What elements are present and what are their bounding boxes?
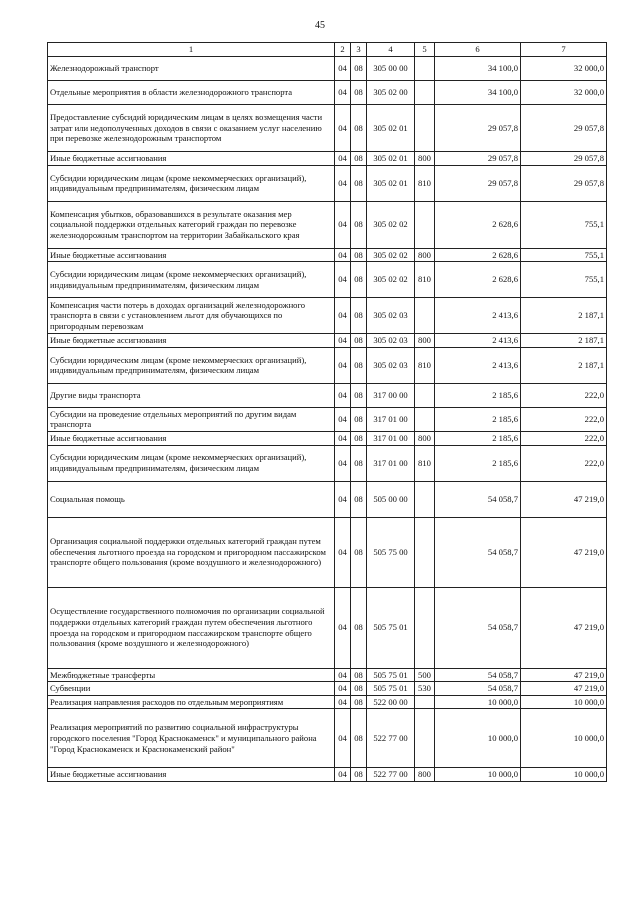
section-code-cell: 04 xyxy=(335,768,351,782)
expense-type-code-cell: 800 xyxy=(415,152,435,166)
amount-year-1-cell: 2 413,6 xyxy=(435,298,521,334)
amount-year-2-cell: 47 219,0 xyxy=(521,481,607,517)
amount-year-1-cell: 10 000,0 xyxy=(435,709,521,768)
table-row xyxy=(48,383,607,407)
subsection-code-cell: 08 xyxy=(351,248,367,262)
amount-year-2-cell: 10 000,0 xyxy=(521,768,607,782)
target-article-code-cell: 305 02 03 xyxy=(367,334,415,348)
row-name-cell: Реализация мероприятий по развитию социальной инфраструктуры городского поселения "Город Краснокаменск" и муниципального района "Город Краснокаменск и Краснокаменский район" xyxy=(48,709,335,768)
expense-type-code-cell xyxy=(415,298,435,334)
target-article-code-cell: 305 00 00 xyxy=(367,57,415,81)
target-article-code-cell: 317 00 00 xyxy=(367,383,415,407)
table-row xyxy=(48,587,607,668)
amount-year-1-cell: 2 413,6 xyxy=(435,347,521,383)
table-header-row xyxy=(48,43,607,57)
table-row xyxy=(48,81,607,105)
expense-type-code-cell: 800 xyxy=(415,431,435,445)
amount-year-2-cell: 32 000,0 xyxy=(521,81,607,105)
section-code-cell: 04 xyxy=(335,587,351,668)
section-code-cell: 04 xyxy=(335,445,351,481)
table-row xyxy=(48,165,607,201)
subsection-code-cell: 08 xyxy=(351,57,367,81)
row-name-cell: Иные бюджетные ассигнования xyxy=(48,768,335,782)
expense-type-code-cell: 800 xyxy=(415,248,435,262)
table-row xyxy=(48,248,607,262)
subsection-code-cell: 08 xyxy=(351,768,367,782)
subsection-code-cell: 08 xyxy=(351,668,367,682)
amount-year-2-cell: 222,0 xyxy=(521,431,607,445)
page-number: 45 xyxy=(315,20,325,31)
target-article-code-cell: 305 02 02 xyxy=(367,262,415,298)
target-article-code-cell: 317 01 00 xyxy=(367,431,415,445)
subsection-code-cell: 08 xyxy=(351,682,367,696)
section-code-cell: 04 xyxy=(335,334,351,348)
row-name-cell: Иные бюджетные ассигнования xyxy=(48,334,335,348)
target-article-code-cell: 522 77 00 xyxy=(367,709,415,768)
table-row xyxy=(48,201,607,248)
amount-year-2-cell: 47 219,0 xyxy=(521,587,607,668)
target-article-code-cell: 305 02 01 xyxy=(367,152,415,166)
amount-year-1-cell: 2 185,6 xyxy=(435,445,521,481)
section-code-cell: 04 xyxy=(335,431,351,445)
amount-year-1-cell: 10 000,0 xyxy=(435,768,521,782)
subsection-code-cell: 08 xyxy=(351,105,367,152)
target-article-code-cell: 305 02 03 xyxy=(367,298,415,334)
header-cell: 7 xyxy=(521,43,607,57)
section-code-cell: 04 xyxy=(335,248,351,262)
amount-year-1-cell: 54 058,7 xyxy=(435,668,521,682)
amount-year-2-cell: 755,1 xyxy=(521,248,607,262)
target-article-code-cell: 505 75 01 xyxy=(367,587,415,668)
table-row xyxy=(48,407,607,431)
expense-type-code-cell: 500 xyxy=(415,668,435,682)
subsection-code-cell: 08 xyxy=(351,587,367,668)
amount-year-1-cell: 34 100,0 xyxy=(435,57,521,81)
header-cell: 5 xyxy=(415,43,435,57)
section-code-cell: 04 xyxy=(335,383,351,407)
target-article-code-cell: 505 75 01 xyxy=(367,668,415,682)
section-code-cell: 04 xyxy=(335,695,351,709)
budget-table xyxy=(47,42,607,782)
amount-year-1-cell: 54 058,7 xyxy=(435,517,521,587)
amount-year-2-cell: 755,1 xyxy=(521,201,607,248)
subsection-code-cell: 08 xyxy=(351,695,367,709)
amount-year-2-cell: 29 057,8 xyxy=(521,105,607,152)
section-code-cell: 04 xyxy=(335,347,351,383)
amount-year-2-cell: 755,1 xyxy=(521,262,607,298)
amount-year-2-cell: 222,0 xyxy=(521,383,607,407)
row-name-cell: Иные бюджетные ассигнования xyxy=(48,248,335,262)
row-name-cell: Субсидии юридическим лицам (кроме некоммерческих организаций), индивидуальным предпринимателям, физическим лицам xyxy=(48,165,335,201)
expense-type-code-cell: 810 xyxy=(415,347,435,383)
header-cell: 3 xyxy=(351,43,367,57)
subsection-code-cell: 08 xyxy=(351,481,367,517)
expense-type-code-cell xyxy=(415,81,435,105)
subsection-code-cell: 08 xyxy=(351,298,367,334)
subsection-code-cell: 08 xyxy=(351,709,367,768)
section-code-cell: 04 xyxy=(335,81,351,105)
target-article-code-cell: 305 02 02 xyxy=(367,248,415,262)
row-name-cell: Субсидии на проведение отдельных мероприятий по другим видам транспорта xyxy=(48,407,335,431)
table-row xyxy=(48,262,607,298)
amount-year-1-cell: 2 185,6 xyxy=(435,431,521,445)
amount-year-2-cell: 29 057,8 xyxy=(521,152,607,166)
subsection-code-cell: 08 xyxy=(351,383,367,407)
section-code-cell: 04 xyxy=(335,165,351,201)
table-row xyxy=(48,695,607,709)
section-code-cell: 04 xyxy=(335,298,351,334)
row-name-cell: Компенсация убытков, образовавшихся в результате оказания мер социальной поддержки отдельных категорий граждан по перевозке железнодорожным транспортом на территории Забайкальского края xyxy=(48,201,335,248)
expense-type-code-cell xyxy=(415,105,435,152)
amount-year-2-cell: 47 219,0 xyxy=(521,682,607,696)
amount-year-2-cell: 2 187,1 xyxy=(521,298,607,334)
expense-type-code-cell xyxy=(415,709,435,768)
amount-year-1-cell: 54 058,7 xyxy=(435,481,521,517)
section-code-cell: 04 xyxy=(335,668,351,682)
section-code-cell: 04 xyxy=(335,201,351,248)
table-row xyxy=(48,768,607,782)
header-cell: 4 xyxy=(367,43,415,57)
amount-year-2-cell: 47 219,0 xyxy=(521,668,607,682)
amount-year-2-cell: 10 000,0 xyxy=(521,709,607,768)
expense-type-code-cell: 810 xyxy=(415,165,435,201)
row-name-cell: Другие виды транспорта xyxy=(48,383,335,407)
section-code-cell: 04 xyxy=(335,517,351,587)
amount-year-1-cell: 2 413,6 xyxy=(435,334,521,348)
expense-type-code-cell xyxy=(415,383,435,407)
subsection-code-cell: 08 xyxy=(351,445,367,481)
row-name-cell: Субсидии юридическим лицам (кроме некоммерческих организаций), индивидуальным предпринимателям, физическим лицам xyxy=(48,445,335,481)
amount-year-2-cell: 10 000,0 xyxy=(521,695,607,709)
section-code-cell: 04 xyxy=(335,682,351,696)
subsection-code-cell: 08 xyxy=(351,407,367,431)
amount-year-1-cell: 54 058,7 xyxy=(435,587,521,668)
expense-type-code-cell: 800 xyxy=(415,334,435,348)
amount-year-1-cell: 29 057,8 xyxy=(435,165,521,201)
section-code-cell: 04 xyxy=(335,105,351,152)
row-name-cell: Железнодорожный транспорт xyxy=(48,57,335,81)
subsection-code-cell: 08 xyxy=(351,165,367,201)
section-code-cell: 04 xyxy=(335,407,351,431)
row-name-cell: Субвенции xyxy=(48,682,335,696)
table-row xyxy=(48,431,607,445)
amount-year-1-cell: 2 185,6 xyxy=(435,383,521,407)
amount-year-1-cell: 2 185,6 xyxy=(435,407,521,431)
target-article-code-cell: 305 02 01 xyxy=(367,105,415,152)
table-row xyxy=(48,105,607,152)
amount-year-1-cell: 2 628,6 xyxy=(435,248,521,262)
row-name-cell: Осуществление государственного полномочия по организации социальной поддержки отдельных категорий граждан путем обеспечения льготного проезда на городском и пригородном пассажирском транспорте общего пользования (кроме воздушного и железнодорожного) xyxy=(48,587,335,668)
row-name-cell: Организация социальной поддержки отдельных категорий граждан путем обеспечения льготного проезда на городском и пригородном пассажирском транспорте общего пользования (кроме воздушного и железнодорожного) xyxy=(48,517,335,587)
table-row xyxy=(48,57,607,81)
table-row xyxy=(48,517,607,587)
section-code-cell: 04 xyxy=(335,57,351,81)
expense-type-code-cell xyxy=(415,517,435,587)
target-article-code-cell: 522 77 00 xyxy=(367,768,415,782)
amount-year-1-cell: 29 057,8 xyxy=(435,152,521,166)
amount-year-1-cell: 2 628,6 xyxy=(435,262,521,298)
subsection-code-cell: 08 xyxy=(351,262,367,298)
amount-year-2-cell: 2 187,1 xyxy=(521,347,607,383)
table-row xyxy=(48,668,607,682)
row-name-cell: Иные бюджетные ассигнования xyxy=(48,431,335,445)
section-code-cell: 04 xyxy=(335,152,351,166)
amount-year-1-cell: 2 628,6 xyxy=(435,201,521,248)
header-cell: 1 xyxy=(48,43,335,57)
target-article-code-cell: 505 75 00 xyxy=(367,517,415,587)
table-row xyxy=(48,334,607,348)
amount-year-1-cell: 34 100,0 xyxy=(435,81,521,105)
subsection-code-cell: 08 xyxy=(351,81,367,105)
amount-year-1-cell: 29 057,8 xyxy=(435,105,521,152)
row-name-cell: Субсидии юридическим лицам (кроме некоммерческих организаций), индивидуальным предпринимателям, физическим лицам xyxy=(48,347,335,383)
table-row xyxy=(48,445,607,481)
expense-type-code-cell xyxy=(415,481,435,517)
expense-type-code-cell xyxy=(415,57,435,81)
row-name-cell: Субсидии юридическим лицам (кроме некоммерческих организаций), индивидуальным предпринимателям, физическим лицам xyxy=(48,262,335,298)
target-article-code-cell: 505 00 00 xyxy=(367,481,415,517)
table-row xyxy=(48,347,607,383)
expense-type-code-cell: 800 xyxy=(415,768,435,782)
target-article-code-cell: 317 01 00 xyxy=(367,445,415,481)
table-row xyxy=(48,709,607,768)
subsection-code-cell: 08 xyxy=(351,152,367,166)
row-name-cell: Иные бюджетные ассигнования xyxy=(48,152,335,166)
subsection-code-cell: 08 xyxy=(351,347,367,383)
target-article-code-cell: 305 02 01 xyxy=(367,165,415,201)
expense-type-code-cell: 530 xyxy=(415,682,435,696)
target-article-code-cell: 305 02 02 xyxy=(367,201,415,248)
amount-year-2-cell: 32 000,0 xyxy=(521,57,607,81)
amount-year-1-cell: 54 058,7 xyxy=(435,682,521,696)
row-name-cell: Социальная помощь xyxy=(48,481,335,517)
subsection-code-cell: 08 xyxy=(351,201,367,248)
amount-year-2-cell: 222,0 xyxy=(521,407,607,431)
expense-type-code-cell xyxy=(415,407,435,431)
expense-type-code-cell: 810 xyxy=(415,262,435,298)
row-name-cell: Реализация направления расходов по отдельным мероприятиям xyxy=(48,695,335,709)
header-cell: 6 xyxy=(435,43,521,57)
expense-type-code-cell xyxy=(415,587,435,668)
table-row xyxy=(48,682,607,696)
subsection-code-cell: 08 xyxy=(351,431,367,445)
row-name-cell: Межбюджетные трансферты xyxy=(48,668,335,682)
target-article-code-cell: 522 00 00 xyxy=(367,695,415,709)
amount-year-2-cell: 222,0 xyxy=(521,445,607,481)
target-article-code-cell: 305 02 00 xyxy=(367,81,415,105)
expense-type-code-cell: 810 xyxy=(415,445,435,481)
subsection-code-cell: 08 xyxy=(351,334,367,348)
target-article-code-cell: 305 02 03 xyxy=(367,347,415,383)
amount-year-2-cell: 2 187,1 xyxy=(521,334,607,348)
target-article-code-cell: 317 01 00 xyxy=(367,407,415,431)
section-code-cell: 04 xyxy=(335,481,351,517)
row-name-cell: Компенсация части потерь в доходах организаций железнодорожного транспорта в связи с установлением льгот для обучающихся по пригородным перевозкам xyxy=(48,298,335,334)
table-row xyxy=(48,481,607,517)
subsection-code-cell: 08 xyxy=(351,517,367,587)
section-code-cell: 04 xyxy=(335,262,351,298)
table-row xyxy=(48,152,607,166)
section-code-cell: 04 xyxy=(335,709,351,768)
header-cell: 2 xyxy=(335,43,351,57)
row-name-cell: Отдельные мероприятия в области железнодорожного транспорта xyxy=(48,81,335,105)
row-name-cell: Предоставление субсидий юридическим лицам в целях возмещения части затрат или недополученных доходов в связи с оказанием услуг населению при перевозке железнодорожным транспортом xyxy=(48,105,335,152)
amount-year-1-cell: 10 000,0 xyxy=(435,695,521,709)
amount-year-2-cell: 29 057,8 xyxy=(521,165,607,201)
amount-year-2-cell: 47 219,0 xyxy=(521,517,607,587)
target-article-code-cell: 505 75 01 xyxy=(367,682,415,696)
expense-type-code-cell xyxy=(415,201,435,248)
table-row xyxy=(48,298,607,334)
expense-type-code-cell xyxy=(415,695,435,709)
